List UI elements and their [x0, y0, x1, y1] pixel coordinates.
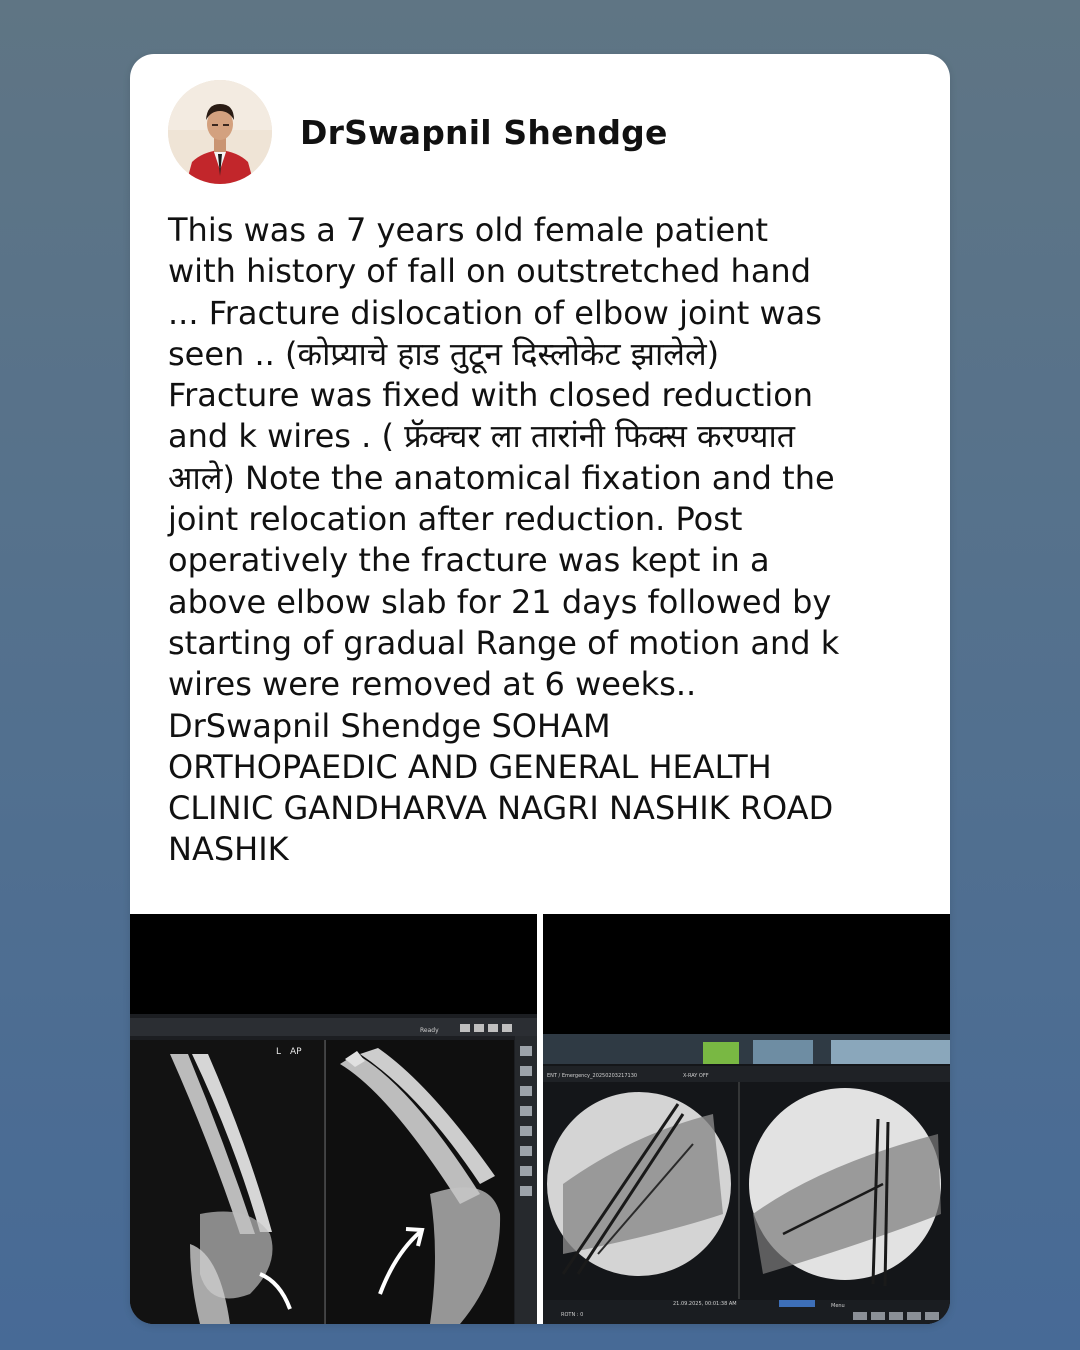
post-header — [168, 80, 668, 184]
post-card — [130, 54, 950, 1324]
xray-status: X-RAY OFF — [683, 1073, 709, 1079]
avatar[interactable] — [168, 80, 272, 184]
screen-status: Ready — [420, 1027, 439, 1034]
timestamp: 21.09.2025, 00:01:38 AM — [673, 1301, 737, 1307]
side-marker: L — [276, 1047, 282, 1057]
post-image-gallery — [130, 914, 950, 1324]
screen-header: ENT / Emergency_20250203217130 — [547, 1073, 638, 1079]
xray-photo-postop[interactable] — [543, 914, 950, 1324]
xray-photo-preop[interactable] — [130, 914, 537, 1324]
view-label: AP — [290, 1047, 302, 1057]
rotation-label: ROTN : 0 — [561, 1312, 584, 1318]
author-name[interactable]: DrSwapnil Shendge — [300, 112, 668, 152]
post-text: This was a 7 years old female patient with history of fall on outstretched hand ... Fracture dislocation of elbow joint was seen .. (कोप्र्याचे हाड तुटून दिस्लोकेट झालेले) Fracture was fixed with closed reduction and k wires . ( फ्रॅक्चर ला तारांनी फिक्स करण्यात आले) Note the anatomical fixation and the joint relocation after reduction. Post operatively the fracture was kept in a above elbow slab for 21 days followed by starting of gradual Range of motion and k wires were removed at 6 weeks.. DrSwapnil Shendge SOHAM ORTHOPAEDIC AND GENERAL HEALTH CLINIC GANDHARVA NAGRI NASHIK ROAD NASHIK — [168, 211, 840, 869]
menu-label: Menu — [831, 1303, 845, 1309]
